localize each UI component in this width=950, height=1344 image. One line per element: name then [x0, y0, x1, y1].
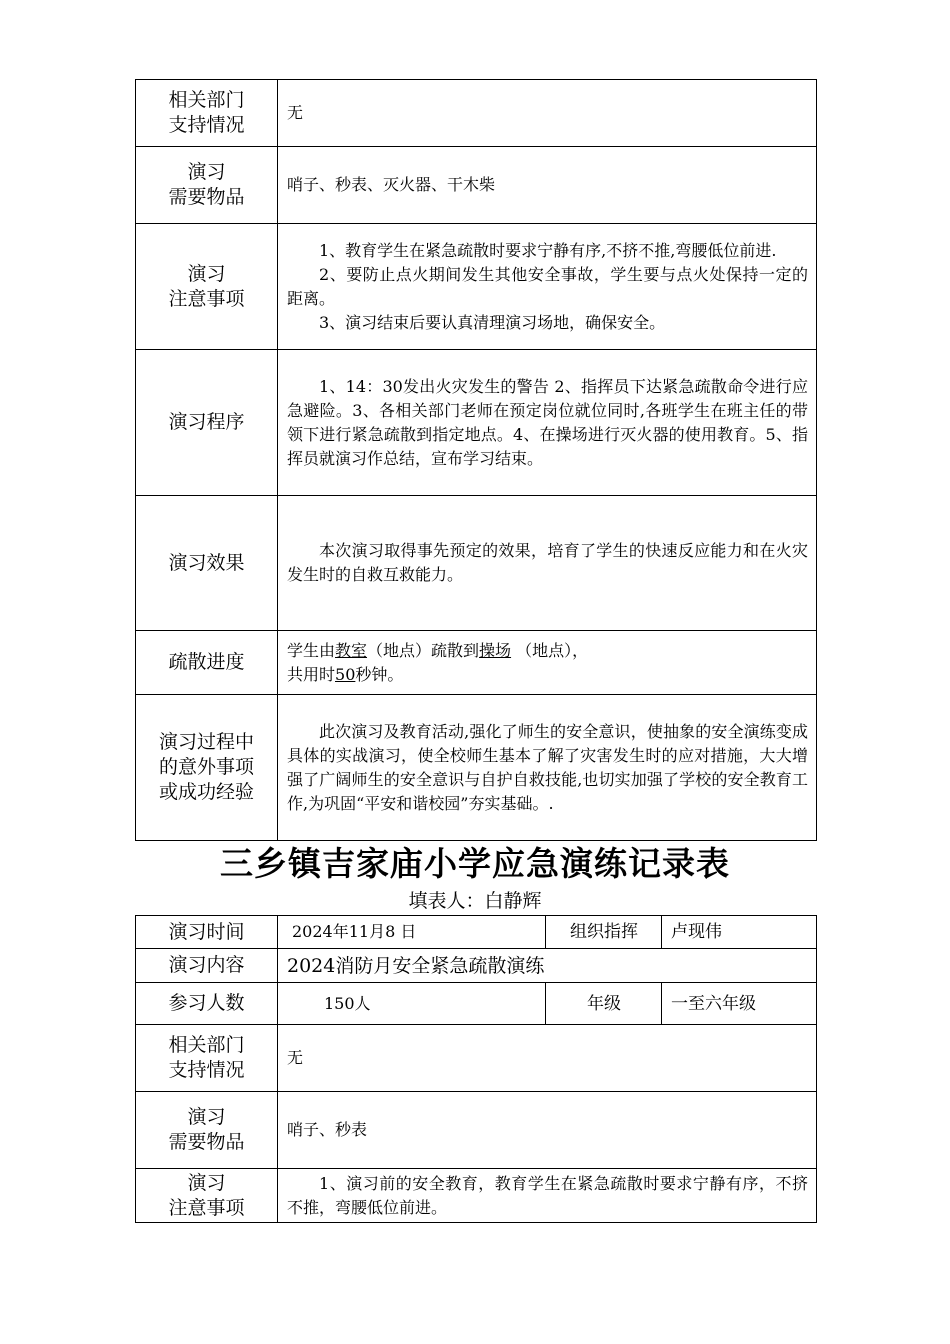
- content-label: 演习内容: [136, 949, 278, 983]
- evac-mid: （地点）疏散到: [367, 640, 480, 660]
- row-effect: [136, 496, 817, 631]
- support-label: 相关部门 支持情况: [136, 80, 278, 147]
- grade-value: 一至六年级: [662, 983, 817, 1025]
- row-required-items-2: [136, 1092, 817, 1169]
- items-value-2: 哨子、秒表: [278, 1092, 817, 1169]
- form-filler: 填表人：白静辉: [408, 890, 542, 912]
- time-value: 2024年11月8 日: [278, 916, 546, 949]
- procedure-label: 演习程序: [136, 350, 278, 496]
- evac-line-2: [287, 663, 808, 687]
- note-1: 1、教育学生在紧急疏散时要求宁静有序,不挤不推,弯腰低位前进.: [319, 240, 777, 260]
- evac-time-suffix: 秒钟。: [355, 664, 404, 684]
- commander-value: 卢现伟: [662, 916, 817, 949]
- row-drill-content: [136, 949, 817, 983]
- evac-from: 教室: [335, 640, 368, 660]
- grade-label: 年级: [546, 983, 662, 1025]
- evac-label: 疏散进度: [136, 631, 278, 695]
- experience-label: 演习过程中 的意外事项 或成功经验: [136, 695, 278, 841]
- evac-time: 50: [335, 664, 356, 684]
- notes-label: 演习 注意事项: [136, 224, 278, 350]
- effect-label: 演习效果: [136, 496, 278, 631]
- count-value: 150人: [278, 983, 546, 1025]
- procedure-value: [278, 350, 817, 496]
- notes-label-2: 演习 注意事项: [136, 1169, 278, 1223]
- note-2: 2、要防止点火期间发生其他安全事故，学生要与点火处保持一定的距离。: [287, 264, 808, 308]
- row-precautions: [136, 224, 817, 350]
- notes-value: [278, 224, 817, 350]
- row-drill-time: [136, 916, 817, 949]
- document-title: 三乡镇吉家庙小学应急演练记录表: [220, 844, 730, 883]
- items-label: 演习 需要物品: [136, 147, 278, 224]
- row-procedure: [136, 350, 817, 496]
- support-value-2: 无: [278, 1025, 817, 1092]
- note-text-2: 1、演习前的安全教育，教育学生在紧急疏散时要求宁静有序，不挤不推，弯腰低位前进。: [287, 1173, 808, 1217]
- evac-prefix: 学生由: [287, 640, 336, 660]
- note-3: 3、演习结束后要认真清理演习场地，确保安全。: [319, 312, 666, 332]
- items-label-2: 演习 需要物品: [136, 1092, 278, 1169]
- items-value: 哨子、秒表、灭火器、干木柴: [278, 147, 817, 224]
- evac-suffix: （地点），: [511, 640, 589, 660]
- effect-value: [278, 496, 817, 631]
- count-label: 参习人数: [136, 983, 278, 1025]
- procedure-text: 1、14：30发出火灾发生的警告 2、指挥员下达紧急疏散命令进行应急避险。3、各相关部门老师在预定岗位就位同时,各班学生在班主任的带领下进行紧急疏散到指定地点。4、在操场进行灭火器的使用教育。5、指挥员就演习作总结，宣布学习结束。: [287, 376, 808, 468]
- drill-record-table: [135, 915, 817, 1223]
- evac-value: [278, 631, 817, 695]
- row-department-support: [136, 80, 817, 147]
- support-value: 无: [278, 80, 817, 147]
- notes-value-2: [278, 1169, 817, 1223]
- support-label-2: 相关部门 支持情况: [136, 1025, 278, 1092]
- commander-label: 组织指挥: [546, 916, 662, 949]
- evac-to: 操场: [479, 640, 512, 660]
- row-participants: [136, 983, 817, 1025]
- content-value: 2024消防月安全紧急疏散演练: [278, 949, 817, 983]
- time-label: 演习时间: [136, 916, 278, 949]
- evac-line-1: [287, 639, 808, 663]
- drill-record-table-continued: [135, 79, 817, 841]
- row-precautions-2: [136, 1169, 817, 1223]
- effect-text: 本次演习取得事先预定的效果，培育了学生的快速反应能力和在火灾发生时的自救互救能力。: [287, 541, 808, 584]
- evac-time-prefix: 共用时: [287, 664, 336, 684]
- row-department-support-2: [136, 1025, 817, 1092]
- experience-text: 此次演习及教育活动,强化了师生的安全意识，使抽象的安全演练变成具体的实战演习，使全校师生基本了解了灾害发生时的应对措施，大大增强了广阔师生的安全意识与自护自救技能,也切实加强了学校的安全教育工作,为巩固“平安和谐校园”夯实基础。.: [287, 721, 808, 813]
- row-experience: [136, 695, 817, 841]
- row-evacuation-progress: [136, 631, 817, 695]
- row-required-items: [136, 147, 817, 224]
- experience-value: [278, 695, 817, 841]
